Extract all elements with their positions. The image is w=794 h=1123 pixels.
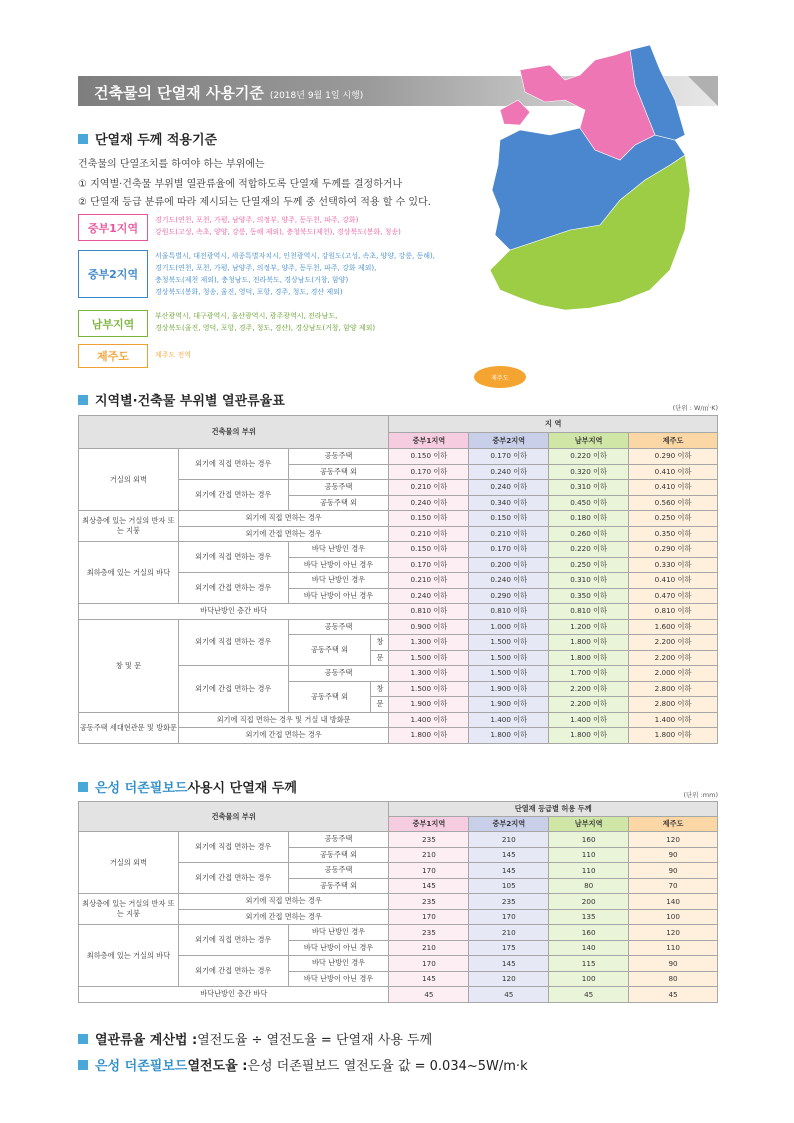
value-cell: 1.200 이하 <box>549 619 629 635</box>
value-cell: 90 <box>629 847 718 863</box>
value-cell: 175 <box>469 940 549 956</box>
page-title-text: 건축물의 단열재 사용기준 <box>94 84 264 102</box>
row-unit-label: 창 <box>371 635 389 651</box>
value-cell: 0.210 이하 <box>389 573 469 589</box>
row-sub-label: 외기에 간접 면하는 경우 <box>178 526 389 542</box>
value-cell: 0.320 이하 <box>549 464 629 480</box>
value-cell: 2.200 이하 <box>629 635 718 651</box>
row-type-label: 바닥 난방인 경우 <box>288 542 389 558</box>
zone-desc-line: 서울특별시, 대전광역시, 세종특별자치시, 인천광역시, 강원도(고성, 속초, 양양, 강릉, 동해), <box>155 252 435 260</box>
row-group-label: 거실의 외벽 <box>79 832 179 894</box>
footer-brand: 은성 더존필보드 <box>95 1059 188 1074</box>
row-sub-label: 외기에 간접 면하는 경우 <box>178 573 288 604</box>
zone-central2-box <box>78 250 148 298</box>
value-cell: 170 <box>469 909 549 925</box>
header-central1: 중부1지역 <box>389 817 469 832</box>
value-cell: 2.800 이하 <box>629 681 718 697</box>
zone-desc-line: 경상북도(울진, 영덕, 포항, 경주, 청도, 경산), 경상남도(거창, 함양 제외) <box>155 324 376 332</box>
zone-central1-label: 중부1지역 <box>87 221 139 235</box>
section3-heading-text: 사용시 단열재 두께 <box>187 781 297 796</box>
footer-conductivity <box>78 1055 528 1074</box>
value-cell: 90 <box>629 956 718 972</box>
zone-south-box <box>78 310 148 337</box>
value-cell: 2.200 이하 <box>549 681 629 697</box>
value-cell: 0.810 이하 <box>469 604 549 620</box>
value-cell: 0.290 이하 <box>629 542 718 558</box>
zone-desc-line: 부산광역시, 대구광역시, 울산광역시, 광주광역시, 전라남도, <box>155 312 338 320</box>
value-cell: 135 <box>549 909 629 925</box>
value-cell: 1.800 이하 <box>549 728 629 744</box>
row-group-label: 최상층에 있는 거실의 반자 또는 지붕 <box>79 511 179 542</box>
value-cell: 0.450 이하 <box>549 495 629 511</box>
value-cell: 0.210 이하 <box>389 480 469 496</box>
value-cell: 0.250 이하 <box>629 511 718 527</box>
value-cell: 0.350 이하 <box>629 526 718 542</box>
value-cell: 0.290 이하 <box>469 588 549 604</box>
value-cell: 1.400 이하 <box>629 712 718 728</box>
value-cell: 235 <box>389 894 469 910</box>
row-type-label: 공동주택 <box>288 480 389 496</box>
footer-conductivity-label: 열전도율 : <box>187 1059 248 1074</box>
section3-heading-brand: 은성 더존필보드 <box>95 781 188 796</box>
value-cell: 0.810 이하 <box>629 604 718 620</box>
value-cell: 1.300 이하 <box>389 666 469 682</box>
value-cell: 235 <box>469 894 549 910</box>
row-sub-label: 외기에 직접 면하는 경우 <box>178 511 389 527</box>
row-sub-label: 외기에 간접 면하는 경우 <box>178 909 389 925</box>
value-cell: 200 <box>549 894 629 910</box>
footer-conductivity-text: 은성 더존필보드 열전도율 값 = 0.034~5W/m·k <box>247 1059 528 1074</box>
row-type-label: 공동주택 <box>288 449 389 465</box>
row-type-label: 공동주택 <box>288 832 389 848</box>
value-cell: 90 <box>629 863 718 879</box>
value-cell: 120 <box>629 832 718 848</box>
value-cell: 0.200 이하 <box>469 557 549 573</box>
value-cell: 145 <box>469 847 549 863</box>
row-sub-label: 외기에 직접 면하는 경우 및 거실 내 방화문 <box>178 712 389 728</box>
value-cell: 1.500 이하 <box>389 681 469 697</box>
value-cell: 120 <box>629 925 718 941</box>
row-unit-label: 문 <box>371 697 389 713</box>
row-sub-label: 외기에 직접 면하는 경우 <box>178 832 288 863</box>
value-cell: 170 <box>389 863 469 879</box>
bullet-square <box>78 1034 88 1044</box>
row-type-label: 바닥 난방인 경우 <box>288 925 389 941</box>
row-type-label: 공동주택 <box>288 666 389 682</box>
section3-unit: (단위 :mm) <box>683 791 718 799</box>
value-cell: 0.150 이하 <box>389 511 469 527</box>
value-cell: 0.220 이하 <box>549 449 629 465</box>
value-cell: 0.170 이하 <box>389 557 469 573</box>
value-cell: 0.150 이하 <box>389 449 469 465</box>
header-region: 단열재 등급별 허용 두께 <box>389 802 718 817</box>
row-group-label: 거실의 외벽 <box>79 449 179 511</box>
value-cell: 45 <box>469 987 549 1003</box>
value-cell: 45 <box>549 987 629 1003</box>
value-cell: 0.290 이하 <box>629 449 718 465</box>
row-type-label: 공동주택 외 <box>288 495 389 511</box>
header-part: 건축물의 부위 <box>79 802 389 832</box>
row-sub-label: 외기에 간접 면하는 경우 <box>178 666 288 713</box>
row-unit-label: 문 <box>371 650 389 666</box>
value-cell: 1.800 이하 <box>389 728 469 744</box>
value-cell: 1.700 이하 <box>549 666 629 682</box>
map-jeju-label: 제주도 <box>491 375 509 382</box>
zone-south-desc <box>155 310 475 334</box>
value-cell: 1.800 이하 <box>549 650 629 666</box>
section2-heading <box>78 390 285 409</box>
row-sub-label: 외기에 간접 면하는 경우 <box>178 728 389 744</box>
thermal-transmittance-table <box>78 415 718 744</box>
value-cell: 1.300 이하 <box>389 635 469 651</box>
value-cell: 0.410 이하 <box>629 464 718 480</box>
value-cell: 0.340 이하 <box>469 495 549 511</box>
row-type-label: 공동주택 <box>288 863 389 879</box>
zone-desc-line: 경기도(연천, 포천, 가평, 남양주, 의정부, 양주, 동두천, 파주, 강화 제외), <box>155 264 377 272</box>
value-cell: 115 <box>549 956 629 972</box>
value-cell: 0.210 이하 <box>469 526 549 542</box>
value-cell: 235 <box>389 925 469 941</box>
row-group-label: 바닥난방인 층간 바닥 <box>79 987 389 1003</box>
zone-desc-line: 충청북도(제천 제외), 충청남도, 전라북도, 경상남도(거창, 함양) <box>155 276 349 284</box>
value-cell: 0.250 이하 <box>549 557 629 573</box>
row-type-label: 공동주택 외 <box>288 464 389 480</box>
value-cell: 1.500 이하 <box>469 635 549 651</box>
row-type-label: 바닥 난방이 아닌 경우 <box>288 588 389 604</box>
value-cell: 0.810 이하 <box>389 604 469 620</box>
value-cell: 2.000 이하 <box>629 666 718 682</box>
row-type-label: 공동주택 외 <box>288 635 371 666</box>
row-sub-label: 외기에 직접 면하는 경우 <box>178 925 288 956</box>
zone-central2-desc <box>155 250 475 298</box>
section1-intro: 건축물의 단열조치를 하여야 하는 부위에는 <box>78 159 265 170</box>
value-cell: 100 <box>629 909 718 925</box>
value-cell: 210 <box>469 832 549 848</box>
section1-heading <box>78 129 217 148</box>
value-cell: 0.260 이하 <box>549 526 629 542</box>
value-cell: 1.900 이하 <box>469 697 549 713</box>
bullet-square <box>78 134 88 144</box>
value-cell: 0.810 이하 <box>549 604 629 620</box>
zone-desc-line: 강원도(고성, 속초, 양양, 강릉, 동해 제외), 충청북도(제천), 경상북도(봉화, 청송) <box>155 228 401 236</box>
bullet-square <box>78 1060 88 1070</box>
value-cell: 145 <box>469 863 549 879</box>
value-cell: 0.240 이하 <box>469 573 549 589</box>
row-type-label: 공동주택 외 <box>288 681 371 712</box>
value-cell: 145 <box>389 971 469 987</box>
row-sub-label: 외기에 간접 면하는 경우 <box>178 956 288 987</box>
value-cell: 210 <box>389 940 469 956</box>
value-cell: 1.800 이하 <box>469 728 549 744</box>
value-cell: 110 <box>549 863 629 879</box>
value-cell: 0.170 이하 <box>469 542 549 558</box>
row-sub-label: 외기에 간접 면하는 경우 <box>178 480 288 511</box>
row-sub-label: 외기에 직접 면하는 경우 <box>178 619 288 666</box>
value-cell: 1.500 이하 <box>469 650 549 666</box>
row-sub-label: 외기에 직접 면하는 경우 <box>178 449 288 480</box>
row-group-label: 최하층에 있는 거실의 바닥 <box>79 925 179 987</box>
value-cell: 0.410 이하 <box>629 480 718 496</box>
footer-formula <box>78 1029 432 1048</box>
value-cell: 1.800 이하 <box>549 635 629 651</box>
value-cell: 145 <box>469 956 549 972</box>
value-cell: 0.330 이하 <box>629 557 718 573</box>
value-cell: 0.410 이하 <box>629 573 718 589</box>
value-cell: 1.400 이하 <box>469 712 549 728</box>
zone-central2-label: 중부2지역 <box>87 268 139 281</box>
page-subtitle: (2018년 9월 1일 시행) <box>269 91 364 101</box>
value-cell: 210 <box>469 925 549 941</box>
value-cell: 170 <box>389 956 469 972</box>
header-region: 지 역 <box>389 416 718 433</box>
page-title <box>94 82 363 103</box>
value-cell: 45 <box>629 987 718 1003</box>
zone-desc-line: 경기도(연천, 포천, 가평, 남양주, 의정부, 양주, 동두천, 파주, 강화) <box>155 216 359 224</box>
row-group-label: 최하층에 있는 거실의 바닥 <box>79 542 179 604</box>
zone-central1-desc <box>155 214 475 238</box>
value-cell: 0.220 이하 <box>549 542 629 558</box>
header-south: 남부지역 <box>549 817 629 832</box>
value-cell: 105 <box>469 878 549 894</box>
value-cell: 2.200 이하 <box>629 650 718 666</box>
value-cell: 145 <box>389 878 469 894</box>
value-cell: 80 <box>629 971 718 987</box>
section3-heading <box>78 777 297 796</box>
section1-line2: ② 단열재 등급 분류에 따라 제시되는 단열재의 두께 중 선택하여 적용 할 수 있다. <box>78 197 431 208</box>
bullet-square <box>78 782 88 792</box>
row-sub-label: 외기에 간접 면하는 경우 <box>178 863 288 894</box>
value-cell: 140 <box>629 894 718 910</box>
value-cell: 0.240 이하 <box>469 480 549 496</box>
header-south: 남부지역 <box>549 433 629 449</box>
row-group-label: 최상층에 있는 거실의 반자 또는 지붕 <box>79 894 179 925</box>
value-cell: 1.500 이하 <box>389 650 469 666</box>
value-cell: 0.350 이하 <box>549 588 629 604</box>
value-cell: 0.170 이하 <box>389 464 469 480</box>
korea-map <box>470 40 715 400</box>
row-group-label: 바닥난방인 층간 바닥 <box>79 604 389 620</box>
value-cell: 0.560 이하 <box>629 495 718 511</box>
row-type-label: 공동주택 외 <box>288 847 389 863</box>
header-central2: 중부2지역 <box>469 433 549 449</box>
zone-desc-line: 경상북도(봉화, 청송, 울진, 영덕, 포항, 경주, 청도, 경산 제외) <box>155 288 343 296</box>
section2-unit: (단위 : W/㎡·K) <box>672 404 718 412</box>
section1-line1: ① 지역별·건축물 부위별 열관류율에 적합하도록 단열재 두께를 결정하거나 <box>78 179 403 190</box>
footer-formula-label: 열관류율 계산법 : <box>95 1033 198 1048</box>
value-cell: 235 <box>389 832 469 848</box>
value-cell: 110 <box>549 847 629 863</box>
value-cell: 0.210 이하 <box>389 526 469 542</box>
section1-heading-text: 단열재 두께 적용기준 <box>95 133 218 148</box>
map-region-central1-west <box>500 100 530 125</box>
header-jeju: 제주도 <box>629 433 718 449</box>
row-type-label: 바닥 난방이 아닌 경우 <box>288 971 389 987</box>
value-cell: 0.900 이하 <box>389 619 469 635</box>
row-sub-label: 외기에 직접 면하는 경우 <box>178 542 288 573</box>
value-cell: 210 <box>389 847 469 863</box>
value-cell: 45 <box>389 987 469 1003</box>
header-central1: 중부1지역 <box>389 433 469 449</box>
row-type-label: 바닥 난방인 경우 <box>288 573 389 589</box>
value-cell: 1.500 이하 <box>469 666 549 682</box>
insulation-thickness-table <box>78 801 718 1003</box>
value-cell: 80 <box>549 878 629 894</box>
value-cell: 0.240 이하 <box>469 464 549 480</box>
bullet-square <box>78 395 88 405</box>
value-cell: 140 <box>549 940 629 956</box>
zone-jeju-label: 제주도 <box>97 350 129 363</box>
header-part: 건축물의 부위 <box>79 416 389 449</box>
value-cell: 1.800 이하 <box>629 728 718 744</box>
value-cell: 100 <box>549 971 629 987</box>
value-cell: 120 <box>469 971 549 987</box>
value-cell: 1.600 이하 <box>629 619 718 635</box>
value-cell: 0.170 이하 <box>469 449 549 465</box>
row-unit-label: 창 <box>371 681 389 697</box>
value-cell: 0.310 이하 <box>549 480 629 496</box>
footer-formula-text: 열전도율 ÷ 열전도율 = 단열재 사용 두께 <box>197 1033 433 1048</box>
section2-heading-text: 지역별·건축물 부위별 열관류율표 <box>95 394 285 409</box>
row-type-label: 바닥 난방이 아닌 경우 <box>288 557 389 573</box>
value-cell: 1.400 이하 <box>389 712 469 728</box>
value-cell: 0.150 이하 <box>469 511 549 527</box>
zone-desc-line: 제주도 전역 <box>155 351 192 359</box>
header-jeju: 제주도 <box>629 817 718 832</box>
value-cell: 2.800 이하 <box>629 697 718 713</box>
value-cell: 160 <box>549 925 629 941</box>
header-central2: 중부2지역 <box>469 817 549 832</box>
row-group-label: 공동주택 세대현관문 및 방화문 <box>79 712 179 743</box>
value-cell: 0.240 이하 <box>389 588 469 604</box>
row-type-label: 바닥 난방인 경우 <box>288 956 389 972</box>
value-cell: 110 <box>629 940 718 956</box>
row-group-label: 창 및 문 <box>79 619 179 712</box>
row-type-label: 공동주택 외 <box>288 878 389 894</box>
value-cell: 1.000 이하 <box>469 619 549 635</box>
value-cell: 0.180 이하 <box>549 511 629 527</box>
value-cell: 170 <box>389 909 469 925</box>
value-cell: 160 <box>549 832 629 848</box>
row-type-label: 바닥 난방이 아닌 경우 <box>288 940 389 956</box>
value-cell: 0.470 이하 <box>629 588 718 604</box>
row-sub-label: 외기에 직접 면하는 경우 <box>178 894 389 910</box>
value-cell: 1.900 이하 <box>469 681 549 697</box>
zone-central1-box <box>78 214 148 241</box>
zone-jeju-desc <box>155 349 475 361</box>
value-cell: 0.310 이하 <box>549 573 629 589</box>
value-cell: 70 <box>629 878 718 894</box>
value-cell: 1.900 이하 <box>389 697 469 713</box>
row-type-label: 공동주택 <box>288 619 389 635</box>
zone-south-label: 남부지역 <box>91 317 135 331</box>
value-cell: 2.200 이하 <box>549 697 629 713</box>
value-cell: 1.400 이하 <box>549 712 629 728</box>
zone-jeju-box <box>78 344 148 368</box>
value-cell: 0.240 이하 <box>389 495 469 511</box>
value-cell: 0.150 이하 <box>389 542 469 558</box>
